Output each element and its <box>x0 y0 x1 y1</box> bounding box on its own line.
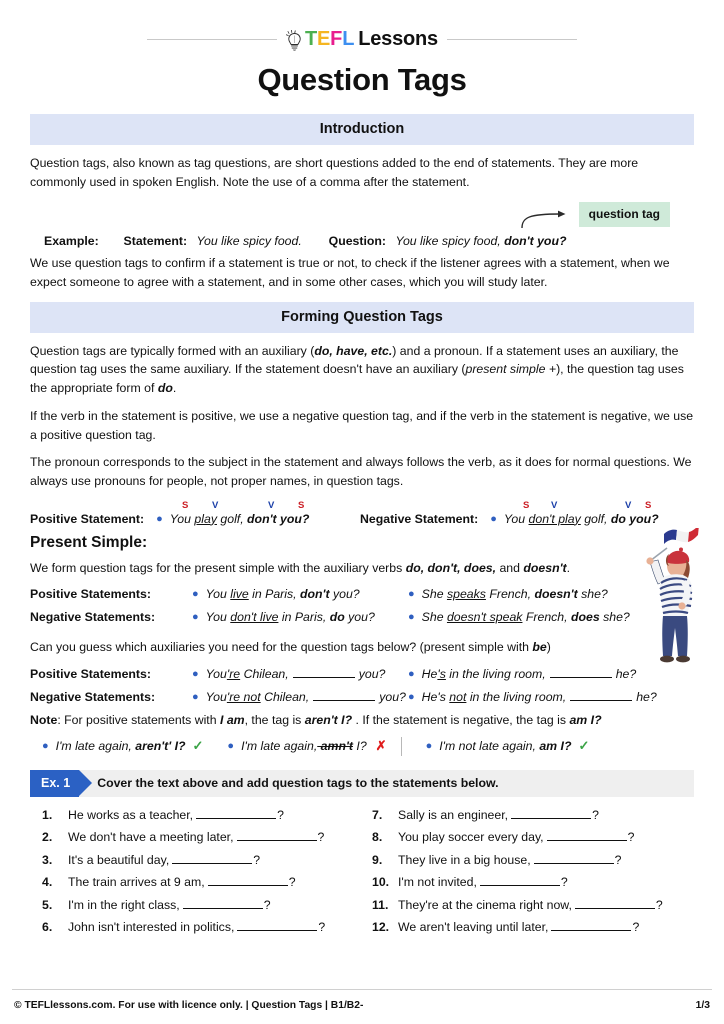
ps-pos1-c: you? <box>329 587 360 602</box>
sv-neg-rest: golf, <box>580 511 611 526</box>
marker-v-4: V <box>625 499 632 511</box>
answer-blank[interactable] <box>313 690 375 701</box>
page-footer <box>14 1000 710 1011</box>
blank-pos2-c: he? <box>615 666 637 681</box>
item-question-mark: ? <box>614 852 622 867</box>
blank-pos2-u: 's <box>437 666 446 681</box>
vertical-divider <box>401 737 402 756</box>
answer-blank[interactable] <box>208 875 288 886</box>
blanks-negative-item-1 <box>180 689 406 704</box>
bullet-icon: ● <box>42 740 49 753</box>
bullet-icon: ● <box>192 690 199 703</box>
header-rule-right <box>447 39 577 40</box>
marker-s-2: S <box>298 499 305 511</box>
ps-neg1-b: in Paris, <box>278 610 330 625</box>
exercise-item <box>372 853 694 867</box>
answer-blank[interactable] <box>293 667 355 678</box>
marker-s-1: S <box>182 499 189 511</box>
ps-negative-label: Negative Statements: <box>30 610 156 625</box>
note-line <box>30 713 694 727</box>
item-text: I'm in the right class, <box>68 897 180 912</box>
exercise-item <box>372 875 694 889</box>
check3-a: I'm not late again, <box>439 739 540 754</box>
check2-c: I? <box>352 739 367 754</box>
sv-neg-subject: You <box>503 511 529 526</box>
exercise-item <box>42 853 364 867</box>
forming-paragraph-3: The pronoun corresponds to the subject in the statement and always follows the verb, as it does for normal questions. We always use pronouns for people, not proper names, in question tags. <box>30 455 692 488</box>
check-item-2 <box>215 738 386 754</box>
blank-pos1-a: You <box>205 666 227 681</box>
negative-statement-label: Negative Statement: <box>360 511 479 526</box>
section-heading-introduction: Introduction <box>30 114 694 145</box>
marker-v-1: V <box>212 499 219 511</box>
ps-neg1-tag: do <box>329 610 345 625</box>
statement-label: Statement: <box>123 234 188 249</box>
item-number: 1. <box>42 807 53 822</box>
item-question-mark: ? <box>560 875 568 890</box>
item-number: 8. <box>372 830 383 845</box>
sv-negative-block <box>360 500 694 526</box>
item-question-mark: ? <box>288 875 296 890</box>
item-number: 2. <box>42 830 53 845</box>
ps-negative-row <box>30 610 694 624</box>
ps-pos1-a: You <box>205 587 231 602</box>
sv-neg-verb: don't play <box>528 511 581 526</box>
item-question-mark: ? <box>253 852 261 867</box>
statement-text: You like spicy food. <box>196 234 302 249</box>
example-zone <box>30 200 694 248</box>
blank-neg1-b: Chilean, <box>260 689 310 704</box>
footer-copyright: © TEFLlessons.com. For use with licence only. | Question Tags | B1/B2- <box>14 1000 364 1011</box>
blank-pos1-c: you? <box>358 666 386 681</box>
guess-be: be <box>532 640 547 655</box>
bullet-icon: ● <box>490 512 497 525</box>
ps-negative-example-1 <box>180 610 396 624</box>
item-text: The train arrives at 9 am, <box>68 875 205 890</box>
check-item-3 <box>414 738 590 754</box>
ps-positive-example-2 <box>396 587 608 601</box>
ps-neg1-c: you? <box>344 610 375 625</box>
item-number: 5. <box>42 897 53 912</box>
logo-wordmark <box>305 29 438 49</box>
ps-neg2-c: she? <box>599 610 630 625</box>
item-text: John isn't interested in politics, <box>68 920 235 935</box>
item-text: We aren't leaving until later, <box>398 920 549 935</box>
sv-examples <box>30 500 694 526</box>
ps-pos2-b: French, <box>485 587 535 602</box>
item-question-mark: ? <box>627 830 635 845</box>
page-title: Question Tags <box>257 62 467 97</box>
bullet-icon: ● <box>227 740 235 753</box>
sv-negative-markers <box>360 500 694 512</box>
sv-pos-tag: don't you? <box>247 511 310 526</box>
bullet-icon: ● <box>192 667 199 680</box>
guess-a: Can you guess which auxiliaries you need for the question tags below? (present simple with <box>30 640 533 655</box>
note-b: , the tag is <box>244 712 305 727</box>
answer-blank[interactable] <box>534 853 614 864</box>
check-mark-icon: ✓ <box>578 738 590 754</box>
forming-p1-ps: present simple + <box>465 362 557 377</box>
item-question-mark: ? <box>263 897 271 912</box>
blanks-positive-item-2 <box>396 667 636 681</box>
forming-p1-d: . <box>172 381 177 396</box>
blank-neg1-a: You <box>205 689 227 704</box>
ps-pos2-a: She <box>421 587 447 602</box>
answer-blank[interactable] <box>183 898 263 909</box>
exercise-item <box>372 898 694 912</box>
sv-positive-text <box>170 512 310 526</box>
sv-pos-verb: play <box>194 511 217 526</box>
item-text: I'm not invited, <box>398 875 477 890</box>
item-number: 11. <box>372 897 389 912</box>
marker-v-2: V <box>268 499 275 511</box>
marker-s-3: S <box>523 499 530 511</box>
blanks-positive-item-1 <box>180 667 396 681</box>
guess-b: ) <box>546 640 551 655</box>
blank-neg2-a: He's <box>421 689 450 704</box>
ps-neg2-tag: does <box>570 610 600 625</box>
check2-strike: amn't <box>317 739 353 754</box>
ps-intro-b: and <box>496 560 524 575</box>
item-text: They live in a big house, <box>398 852 531 867</box>
blank-pos1-b: Chilean, <box>240 666 289 681</box>
exercise-item <box>42 875 364 889</box>
guess-prompt <box>30 638 694 657</box>
item-text: He works as a teacher, <box>68 807 194 822</box>
ps-pos2-c: she? <box>577 587 608 602</box>
arrow-icon <box>520 208 572 230</box>
item-text: They're at the cinema right now, <box>398 897 572 912</box>
blank-pos1-u: 're <box>226 666 241 681</box>
bullet-icon: ● <box>425 740 433 753</box>
question-text: You like spicy food, <box>395 234 505 249</box>
blank-neg2-b: in the living room, <box>466 689 567 704</box>
sv-pos-rest: golf, <box>216 511 248 526</box>
blank-pos2-b: in the living room, <box>445 666 546 681</box>
blank-pos2-a: He <box>421 666 438 681</box>
blank-neg2-c: he? <box>636 689 657 704</box>
item-number: 10. <box>372 875 390 890</box>
item-question-mark: ? <box>655 897 663 912</box>
blanks-negative-label: Negative Statements: <box>30 689 156 704</box>
marker-s-4: S <box>645 499 652 511</box>
ps-neg1-verb: don't live <box>230 610 279 625</box>
item-question-mark: ? <box>592 807 599 822</box>
item-number: 9. <box>372 852 383 867</box>
bullet-icon: ● <box>192 588 199 601</box>
exercise-item <box>42 920 364 934</box>
ps-intro-a: We form question tags for the present simple with the auxiliary verbs <box>30 560 406 575</box>
page-number: 1/3 <box>695 1000 710 1011</box>
brand-header <box>30 0 694 48</box>
present-simple-blanks <box>30 667 694 704</box>
blanks-positive-row <box>30 667 694 681</box>
logo-word-lessons: Lessons <box>358 28 438 50</box>
item-text: It's a beautiful day, <box>68 852 170 867</box>
answer-blank[interactable] <box>196 808 276 819</box>
ps-positive-label: Positive Statements: <box>30 587 151 602</box>
sv-positive-line <box>30 512 360 526</box>
forming-p1-aux: do, have, etc. <box>314 343 393 358</box>
ps-pos2-verb: speaks <box>446 587 486 602</box>
header-rule-left <box>147 39 277 40</box>
ps-intro-c: . <box>566 560 571 575</box>
exercise-item <box>42 808 364 822</box>
blanks-negative-row <box>30 690 694 704</box>
exercise-item <box>372 808 694 822</box>
note-label: Note <box>30 712 58 727</box>
check-examples-row <box>30 737 694 756</box>
example-line <box>44 234 566 248</box>
ps-positive-row <box>30 587 694 601</box>
item-question-mark: ? <box>317 830 325 845</box>
answer-blank[interactable] <box>511 808 591 819</box>
note-ami: am I? <box>569 712 602 727</box>
sv-negative-text <box>504 512 659 526</box>
answer-blank[interactable] <box>237 920 317 931</box>
check1-a: I'm late again, <box>55 739 136 754</box>
check1-b: aren't' I? <box>135 739 186 754</box>
answer-blank[interactable] <box>480 875 560 886</box>
ps-neg2-a: She <box>421 610 447 625</box>
note-arent: aren't I? <box>304 712 353 727</box>
note-iam: I am <box>219 712 245 727</box>
logo-letter-l: L <box>342 28 355 50</box>
item-question-mark: ? <box>632 920 640 935</box>
forming-p1-c: ), the question tag uses the appropriate form of <box>30 362 684 396</box>
item-number: 3. <box>42 852 53 867</box>
ps-pos2-tag: doesn't <box>534 587 578 602</box>
exercise-item <box>372 830 694 844</box>
question-tag-callout: question tag <box>579 202 670 227</box>
sv-neg-tag: do you? <box>610 511 659 526</box>
ps-neg2-verb: doesn't speak <box>446 610 523 625</box>
intro-paragraph-2: We use question tags to confirm if a statement is true or not, to check if the listener agrees with a statement, when we expect someone to agree with a statement, and in some other cases, which you will study later. <box>30 256 670 290</box>
intro-paragraph-1: Question tags, also known as tag questions, are short questions added to the end of statements. They are more commonly used in spoken English. Note the use of a comma after the statement. <box>30 156 639 189</box>
present-simple-intro <box>30 559 694 578</box>
bullet-icon: ● <box>408 611 415 624</box>
forming-paragraph-1 <box>30 342 694 398</box>
ps-intro-aux: do, don't, does, <box>405 560 497 575</box>
answer-blank[interactable] <box>570 690 632 701</box>
exercise-header-bar <box>30 770 694 797</box>
item-number: 6. <box>42 920 53 935</box>
question-tag-text: don't you? <box>504 234 567 249</box>
positive-statement-label: Positive Statement: <box>30 511 145 526</box>
exercise-items-grid <box>30 808 694 943</box>
sv-pos-subject: You <box>169 511 195 526</box>
lightbulb-icon <box>286 30 303 51</box>
exercise-column-left <box>42 808 364 943</box>
bullet-icon: ● <box>156 512 163 525</box>
answer-blank[interactable] <box>550 667 612 678</box>
blanks-negative-item-2 <box>396 690 657 704</box>
ps-pos1-tag: don't <box>300 587 330 602</box>
ps-intro-aux2: doesn't <box>523 560 567 575</box>
question-label: Question: <box>328 234 387 249</box>
exercise-instruction: Cover the text above and add question tags to the statements below. <box>97 776 499 791</box>
check-item-1 <box>30 738 203 754</box>
tefl-lessons-logo <box>277 29 447 50</box>
sv-positive-block <box>30 500 360 526</box>
ps-neg1-a: You <box>205 610 231 625</box>
footer-divider <box>12 989 712 990</box>
ps-pos1-verb: live <box>230 587 249 602</box>
present-simple-heading: Present Simple: <box>30 533 148 551</box>
note-c: . If the statement is negative, the tag is <box>352 712 570 727</box>
blank-neg1-c: you? <box>379 689 406 704</box>
marker-v-3: V <box>551 499 558 511</box>
answer-blank[interactable] <box>575 898 655 909</box>
example-label: Example: <box>44 234 99 249</box>
exercise-badge: Ex. 1 <box>30 770 79 797</box>
forming-p1-b: ) and a pronoun. If a statement uses an auxiliary, the question tag uses the same auxiliary. If the statement doesn't have an auxiliary ( <box>30 343 679 377</box>
ps-neg2-b: French, <box>522 610 571 625</box>
cross-mark-icon: ✗ <box>375 738 387 754</box>
logo-letter-f: F <box>330 28 343 50</box>
answer-blank[interactable] <box>237 830 317 841</box>
item-text: You play soccer every day, <box>398 830 544 845</box>
answer-blank[interactable] <box>172 853 252 864</box>
blank-neg1-u: 're not <box>226 689 261 704</box>
answer-blank[interactable] <box>551 920 631 931</box>
answer-blank[interactable] <box>547 830 627 841</box>
bullet-icon: ● <box>408 588 415 601</box>
item-number: 7. <box>372 807 383 822</box>
check2-a: I'm late again, <box>241 739 318 754</box>
exercise-item <box>42 830 364 844</box>
check3-b: am I? <box>539 739 572 754</box>
item-question-mark: ? <box>277 807 284 822</box>
note-a: : For positive statements with <box>57 712 220 727</box>
exercise-item <box>42 898 364 912</box>
logo-letter-e: E <box>317 28 331 50</box>
exercise-item <box>372 920 694 934</box>
ps-pos1-b: in Paris, <box>248 587 300 602</box>
item-number: 12. <box>372 920 390 935</box>
item-question-mark: ? <box>318 920 326 935</box>
forming-p1-do: do <box>157 381 173 396</box>
check-mark-icon: ✓ <box>192 738 204 754</box>
bullet-icon: ● <box>192 611 199 624</box>
item-number: 4. <box>42 875 53 890</box>
item-text: We don't have a meeting later, <box>68 830 234 845</box>
section-heading-forming: Forming Question Tags <box>30 302 694 333</box>
person-with-french-flag-illustration <box>620 528 706 670</box>
logo-letter-t: T <box>305 28 318 50</box>
ps-positive-example-1 <box>180 587 396 601</box>
sv-negative-line <box>360 512 694 526</box>
bullet-icon: ● <box>408 690 415 703</box>
present-simple-examples <box>30 587 694 624</box>
blanks-positive-label: Positive Statements: <box>30 666 151 681</box>
ps-negative-example-2 <box>396 610 630 624</box>
item-text: Sally is an engineer, <box>398 807 509 822</box>
sv-positive-markers <box>30 500 360 512</box>
exercise-column-right <box>372 808 694 943</box>
forming-p1-a: Question tags are typically formed with an auxiliary ( <box>30 343 315 358</box>
blank-neg2-u: not <box>449 689 467 704</box>
bullet-icon: ● <box>408 667 415 680</box>
forming-paragraph-2: If the verb in the statement is positive, we use a negative question tag, and if the verb in the statement is negative, we use a positive question tag. <box>30 408 694 442</box>
